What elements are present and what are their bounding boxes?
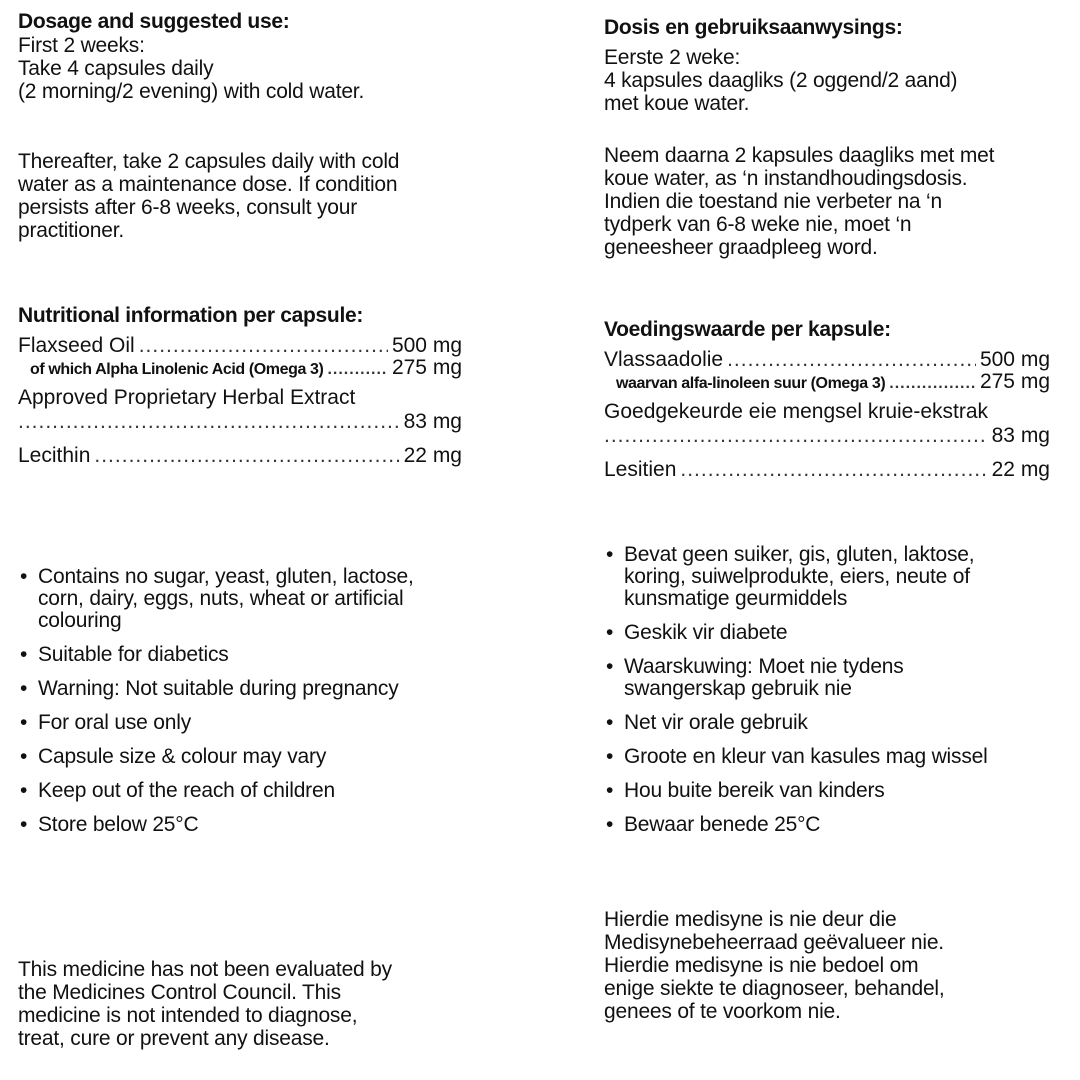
bullet-icon: • xyxy=(606,779,614,802)
list-item: • Warning: Not suitable during pregnancy xyxy=(20,677,399,700)
list-item: • Keep out of the reach of children xyxy=(20,779,335,802)
text-line: (2 morning/2 evening) with cold water. xyxy=(18,80,365,103)
nutrient-label: Goedgekeurde eie mengsel kruie-ekstrak xyxy=(604,400,989,423)
nutrition-row-herbal xyxy=(18,410,462,434)
bullet-icon: • xyxy=(606,745,614,768)
nutrient-value: 275 mg xyxy=(979,370,1050,393)
nutrient-value: 500 mg xyxy=(979,348,1050,371)
bullet-icon: • xyxy=(20,711,28,734)
list-item: • Bevat geen suiker, gis, gluten, laktose, koring, suiwelprodukte, eiers, neute of kunsmatige geurmiddels xyxy=(606,543,975,610)
text-line: medicine is not intended to diagnose, xyxy=(18,1004,358,1027)
text-line: geneesheer graadpleeg word. xyxy=(604,236,878,259)
list-item: • Groote en kleur van kasules mag wissel xyxy=(606,745,988,768)
text-line: koue water, as ‘n instandhoudingsdosis. xyxy=(604,167,968,190)
bullet-icon: • xyxy=(20,745,28,768)
bullet-list-section xyxy=(18,566,462,848)
text-line: This medicine has not been evaluated by xyxy=(18,958,392,981)
nutrition-section xyxy=(18,304,462,468)
bullet-icon: • xyxy=(20,677,28,700)
list-item: • Capsule size & colour may vary xyxy=(20,745,327,768)
bullet-icon: • xyxy=(20,565,28,588)
disclaimer-text xyxy=(604,908,1050,1023)
nutrient-value: 275 mg xyxy=(391,356,462,379)
bullet-icon: • xyxy=(606,711,614,734)
nutrition-row-lecithin xyxy=(18,444,462,468)
nutrient-value: 22 mg xyxy=(403,444,462,467)
dosage-text xyxy=(604,46,1050,115)
bullet-list xyxy=(18,566,462,836)
maintenance-section xyxy=(18,150,462,242)
dosage-heading: Dosage and suggested use: xyxy=(18,10,290,33)
list-item: • Contains no sugar, yeast, gluten, lactose, corn, dairy, eggs, nuts, wheat or artificial colouring xyxy=(20,565,414,632)
nutrient-value: 500 mg xyxy=(391,334,462,357)
text-line: Hierdie medisyne is nie bedoel om xyxy=(604,954,919,977)
bullet-icon: • xyxy=(606,621,614,644)
nutrient-value: 83 mg xyxy=(991,424,1050,447)
bullet-icon: • xyxy=(606,655,614,678)
nutrient-value: 22 mg xyxy=(991,458,1050,481)
maintenance-text xyxy=(604,144,1050,259)
text-line: 4 kapsules daagliks (2 oggend/2 aand) xyxy=(604,69,958,92)
dosage-section xyxy=(18,10,462,103)
bullet-icon: • xyxy=(20,643,28,666)
text-line: Thereafter, take 2 capsules daily with cold xyxy=(18,150,400,173)
text-line: water as a maintenance dose. If condition xyxy=(18,173,398,196)
nutrition-row-flaxseed xyxy=(604,348,1050,372)
nutrition-section xyxy=(604,318,1050,482)
nutrient-label: Vlassaadolie xyxy=(604,348,724,371)
text-line: tydperk van 6-8 weke nie, moet ‘n xyxy=(604,213,912,236)
text-line: Medisynebeheerraad geëvalueer nie. xyxy=(604,931,944,954)
disclaimer-section xyxy=(18,958,462,1050)
list-item: • For oral use only xyxy=(20,711,192,734)
nutrition-row-lecithin xyxy=(604,458,1050,482)
disclaimer-text xyxy=(18,958,462,1050)
list-item: • Net vir orale gebruik xyxy=(606,711,808,734)
nutrient-label: of which Alpha Linolenic Acid (Omega 3) xyxy=(30,361,324,378)
bullet-icon: • xyxy=(20,813,28,836)
maintenance-text xyxy=(18,150,462,242)
bullet-list-section xyxy=(604,544,1050,848)
nutrition-row-ala xyxy=(18,358,462,380)
nutrient-label: Lesitien xyxy=(604,458,677,481)
nutrition-row-ala xyxy=(604,372,1050,394)
disclaimer-section xyxy=(604,908,1050,1023)
text-line: Hierdie medisyne is nie deur die xyxy=(604,908,897,931)
list-item: • Bewaar benede 25°C xyxy=(606,813,821,836)
list-item: • Hou buite bereik van kinders xyxy=(606,779,885,802)
nutrient-label: waarvan alfa-linoleen suur (Omega 3) xyxy=(616,375,886,392)
nutrient-label: Lecithin xyxy=(18,444,91,467)
bullet-list xyxy=(604,544,1050,836)
nutrition-heading: Voedingswaarde per kapsule: xyxy=(604,318,891,341)
bullet-icon: • xyxy=(606,813,614,836)
dosage-heading: Dosis en gebruiksaanwysings: xyxy=(604,16,903,39)
dosage-text xyxy=(18,34,462,103)
nutrient-label: Approved Proprietary Herbal Extract xyxy=(18,386,356,409)
text-line: Indien die toestand nie verbeter na ‘n xyxy=(604,190,942,213)
text-line: genees of te voorkom nie. xyxy=(604,1000,841,1023)
maintenance-section xyxy=(604,144,1050,259)
text-line: enige siekte te diagnoseer, behandel, xyxy=(604,977,945,1000)
list-item: • Store below 25°C xyxy=(20,813,199,836)
text-line: the Medicines Control Council. This xyxy=(18,981,341,1004)
nutrient-value: 83 mg xyxy=(403,410,462,433)
text-line: practitioner. xyxy=(18,219,124,242)
text-line: Neem daarna 2 kapsules daagliks met met xyxy=(604,144,995,167)
text-line: Take 4 capsules daily xyxy=(18,57,214,80)
text-line: First 2 weeks: xyxy=(18,34,145,57)
text-line: Eerste 2 weke: xyxy=(604,46,741,69)
dosage-section xyxy=(604,16,1050,115)
list-item: • Geskik vir diabete xyxy=(606,621,788,644)
nutrient-label: Flaxseed Oil xyxy=(18,334,135,357)
bullet-icon: • xyxy=(20,779,28,802)
text-line: met koue water. xyxy=(604,92,750,115)
list-item: • Waarskuwing: Moet nie tydens swangerskap gebruik nie xyxy=(606,655,904,700)
text-line: treat, cure or prevent any disease. xyxy=(18,1027,330,1050)
text-line: persists after 6-8 weeks, consult your xyxy=(18,196,358,219)
bullet-icon: • xyxy=(606,543,614,566)
nutrition-heading: Nutritional information per capsule: xyxy=(18,304,364,327)
nutrition-row-flaxseed xyxy=(18,334,462,358)
list-item: • Suitable for diabetics xyxy=(20,643,229,666)
nutrition-row-herbal xyxy=(604,424,1050,448)
